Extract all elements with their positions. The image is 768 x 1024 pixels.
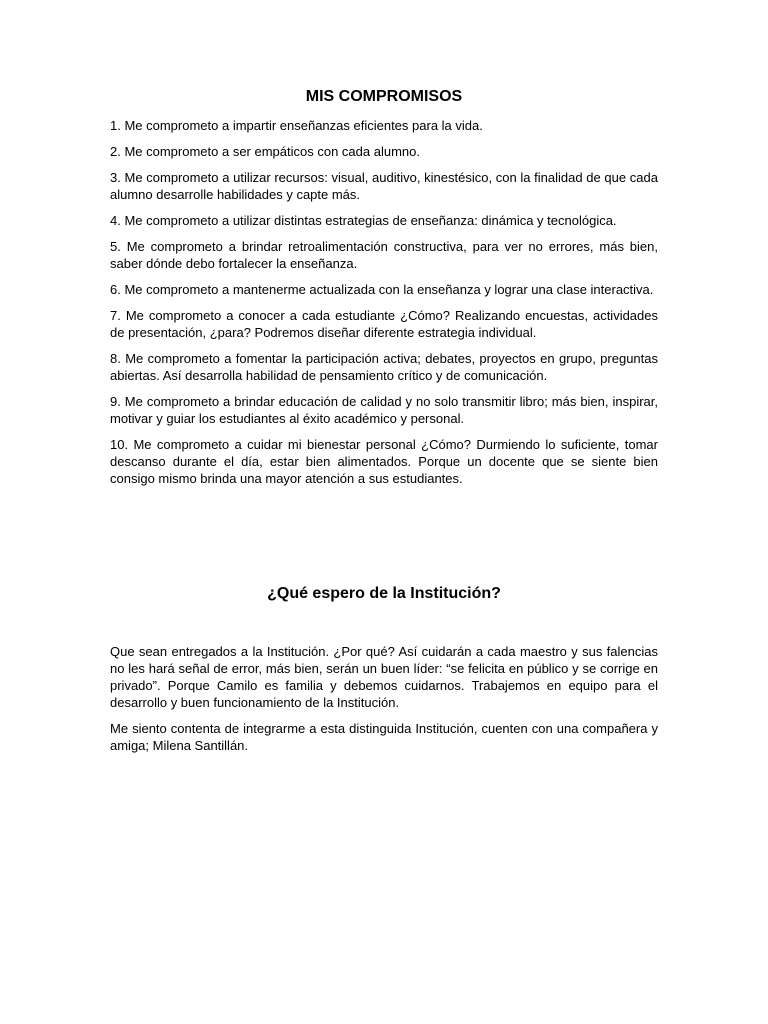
commitment-item: 2. Me comprometo a ser empáticos con cada alumno. <box>110 144 420 159</box>
closing-section <box>110 643 658 763</box>
closing-paragraph: Me siento contenta de integrarme a esta distinguida Institución, cuenten con una compañera y amiga; Milena Santillán. <box>110 721 658 753</box>
commitment-item: 3. Me comprometo a utilizar recursos: visual, auditivo, kinestésico, con la finalidad de que cada alumno desarrolle habilidades y capte más. <box>110 170 658 202</box>
commitments-list <box>110 117 658 496</box>
commitment-item: 4. Me comprometo a utilizar distintas estrategias de enseñanza: dinámica y tecnológica. <box>110 213 617 228</box>
closing-paragraph: Que sean entregados a la Institución. ¿Por qué? Así cuidarán a cada maestro y sus falencias no les hará señal de error, más bien, serán un buen líder: “se felicita en público y se corrige en privado”. Porque Camilo es familia y debemos cuidarnos. Trabajemos en equipo para el desarrollo y buen funcionamiento de la Institución. <box>110 644 658 710</box>
section-title: ¿Qué espero de la Institución? <box>267 585 501 602</box>
commitment-item: 6. Me comprometo a mantenerme actualizada con la enseñanza y lograr una clase interactiva. <box>110 282 654 297</box>
commitment-item: 8. Me comprometo a fomentar la participación activa; debates, proyectos en grupo, preguntas abiertas. Así desarrolla habilidad de pensamiento crítico y de comunicación. <box>110 351 658 383</box>
commitment-item: 5. Me comprometo a brindar retroalimentación constructiva, para ver no errores, más bien, saber dónde debo fortalecer la enseñanza. <box>110 239 658 271</box>
commitment-item: 10. Me comprometo a cuidar mi bienestar personal ¿Cómo? Durmiendo lo suficiente, tomar descanso durante el día, estar bien alimentados. Porque un docente que se siente bien consigo mismo brinda una mayor atención a sus estudiantes. <box>110 437 658 486</box>
document-title: MIS COMPROMISOS <box>305 88 463 105</box>
commitment-item: 1. Me comprometo a impartir enseñanzas eficientes para la vida. <box>110 118 483 133</box>
commitment-item: 9. Me comprometo a brindar educación de calidad y no solo transmitir libro; más bien, inspirar, motivar y guiar los estudiantes al éxito académico y personal. <box>110 394 658 426</box>
commitment-item: 7. Me comprometo a conocer a cada estudiante ¿Cómo? Realizando encuestas, actividades de presentación, ¿para? Podremos diseñar diferente estrategia individual. <box>110 308 658 340</box>
